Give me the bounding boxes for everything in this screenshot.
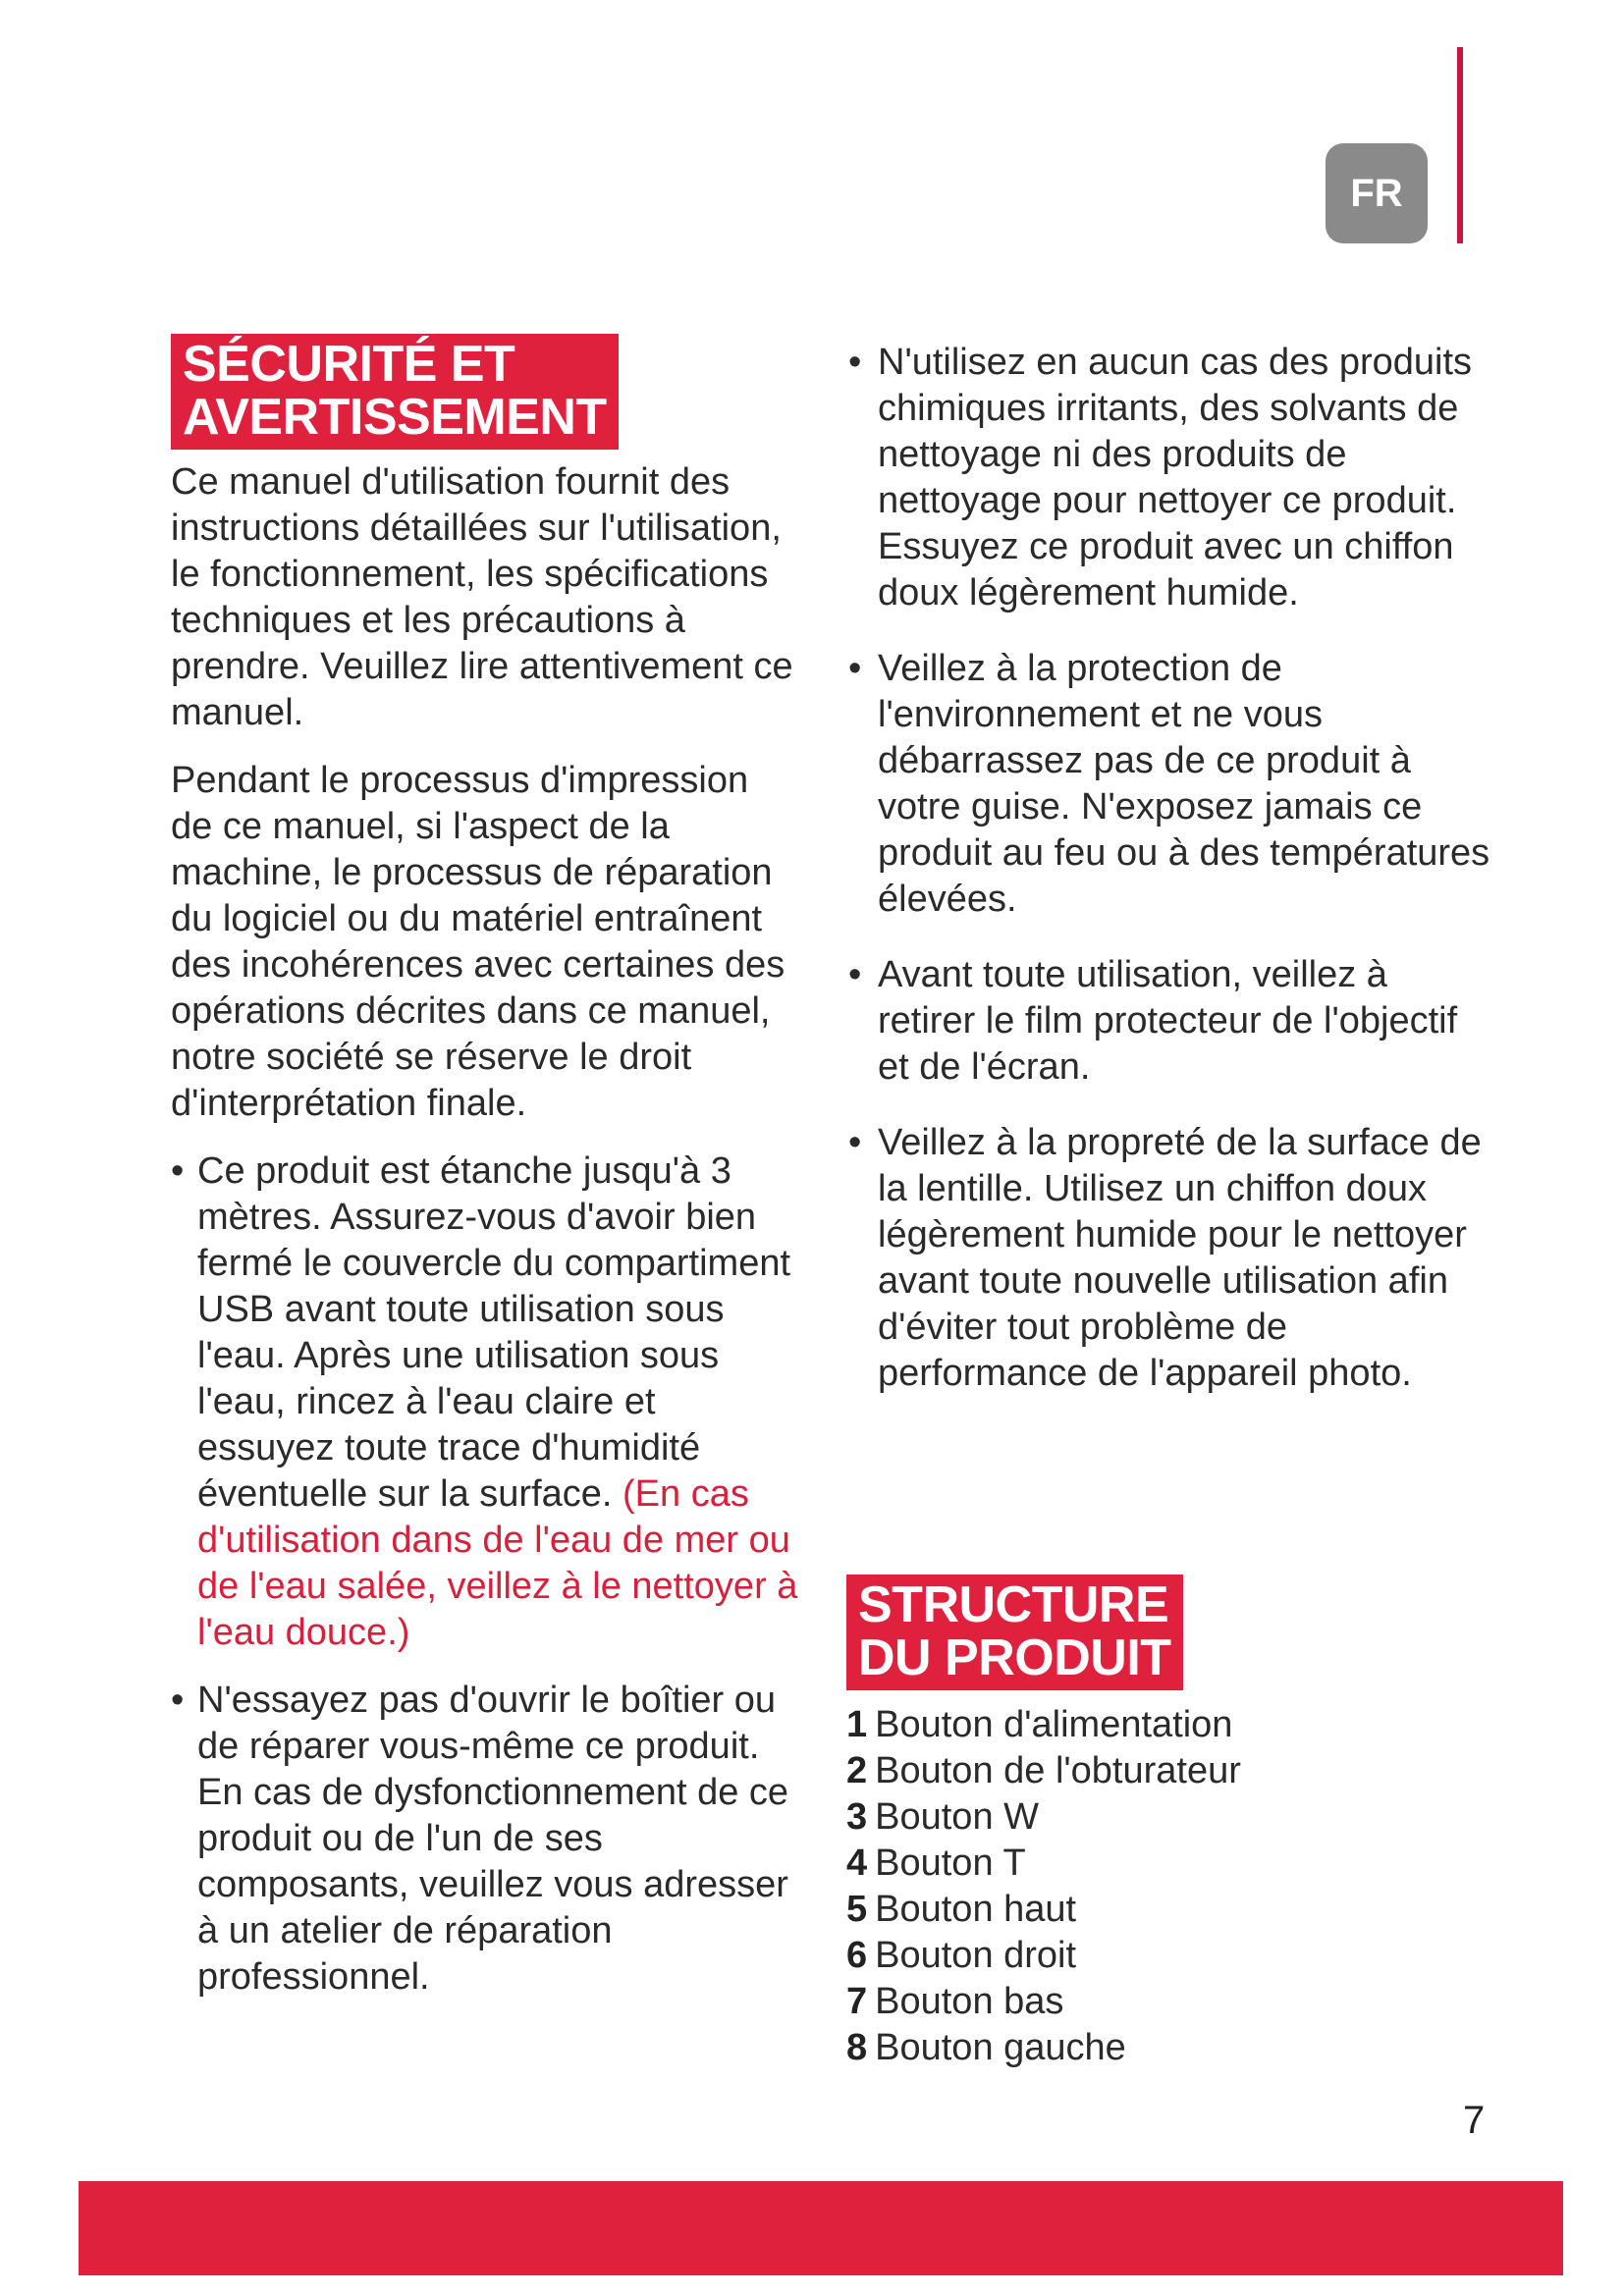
care-bullet-list [846,340,1494,1426]
list-item: 7 Bouton bas [846,1981,1064,2022]
list-item: • Avant toute utilisation, veillez à retirer le film protecteur de l'objectif et de l'écran. [846,952,1494,1091]
heading-line-2: DU PRODUIT [858,1629,1171,1686]
header-divider-line [1457,47,1463,243]
list-item: • Veillez à la propreté de la surface de la lentille. Utilisez un chiffon doux légèrement humide pour le nettoyer avant toute nouvelle utilisation afin d'éviter tout problème de performance de l'appareil photo. [846,1120,1494,1397]
safety-bullet-list [171,1148,799,2001]
heading-line-2: AVERTISSEMENT [183,389,607,446]
section-heading-structure [846,1575,1183,1690]
page-number: 7 [1463,2099,1486,2142]
list-item: 3 Bouton W [846,1796,1040,1838]
heading-line-1: STRUCTURE [858,1576,1169,1633]
list-item [171,1678,799,2001]
list-item: 1 Bouton d'alimentation [846,1704,1233,1745]
list-item [171,1148,799,1656]
language-badge: FR [1326,143,1428,243]
list-item: 6 Bouton droit [846,1935,1077,1976]
repair-text: N'essayez pas d'ouvrir le boîtier ou de réparer vous-même ce produit. En cas de dysfonctionnement de ce produit ou de l'un de ses composants, veuillez vous adresser à un atelier de réparation professionnel. [197,1680,789,1998]
list-item: 4 Bouton T [846,1842,1026,1884]
section-heading-safety [171,334,619,450]
footer-bar [79,2181,1563,2275]
product-parts-list [846,1702,1241,2071]
list-item: 8 Bouton gauche [846,2027,1126,2068]
list-item: • N'utilisez en aucun cas des produits chimiques irritants, des solvants de nettoyage ni des produits de nettoyage pour nettoyer ce produit. Essuyez ce produit avec un chiffon doux légèrement humide. [846,340,1494,616]
waterproof-text: Ce produit est étanche jusqu'à 3 mètres. Assurez-vous d'avoir bien fermé le couvercle du compartiment USB avant toute utilisation sous l'eau. Après une utilisation sous l'eau, rincez à l'eau claire et essuyez toute trace d'humidité éventuelle sur la surface. [197,1150,791,1515]
saltwater-note: (En cas d'utilisation dans de l'eau de mer ou de l'eau salée, veillez à le nettoyer à l'eau douce.) [197,1473,798,1653]
intro-paragraph: Ce manuel d'utilisation fournit des instructions détaillées sur l'utilisation, le fonctionnement, les spécifications techniques et les précautions à prendre. Veuillez lire attentivement ce manuel. [171,461,793,733]
heading-line-1: SÉCURITÉ ET [183,336,515,393]
list-item: 2 Bouton de l'obturateur [846,1750,1241,1791]
list-item: • Veillez à la protection de l'environnement et ne vous débarrassez pas de ce produit à votre guise. N'exposez jamais ce produit au feu ou à des températures élevées. [846,646,1494,923]
printing-paragraph: Pendant le processus d'impression de ce manuel, si l'aspect de la machine, le processus de réparation du logiciel ou du matériel entraînent des incohérences avec certaines des opérations décrites dans ce manuel, notre société se réserve le droit d'interprétation finale. [171,760,785,1124]
list-item: 5 Bouton haut [846,1889,1077,1930]
